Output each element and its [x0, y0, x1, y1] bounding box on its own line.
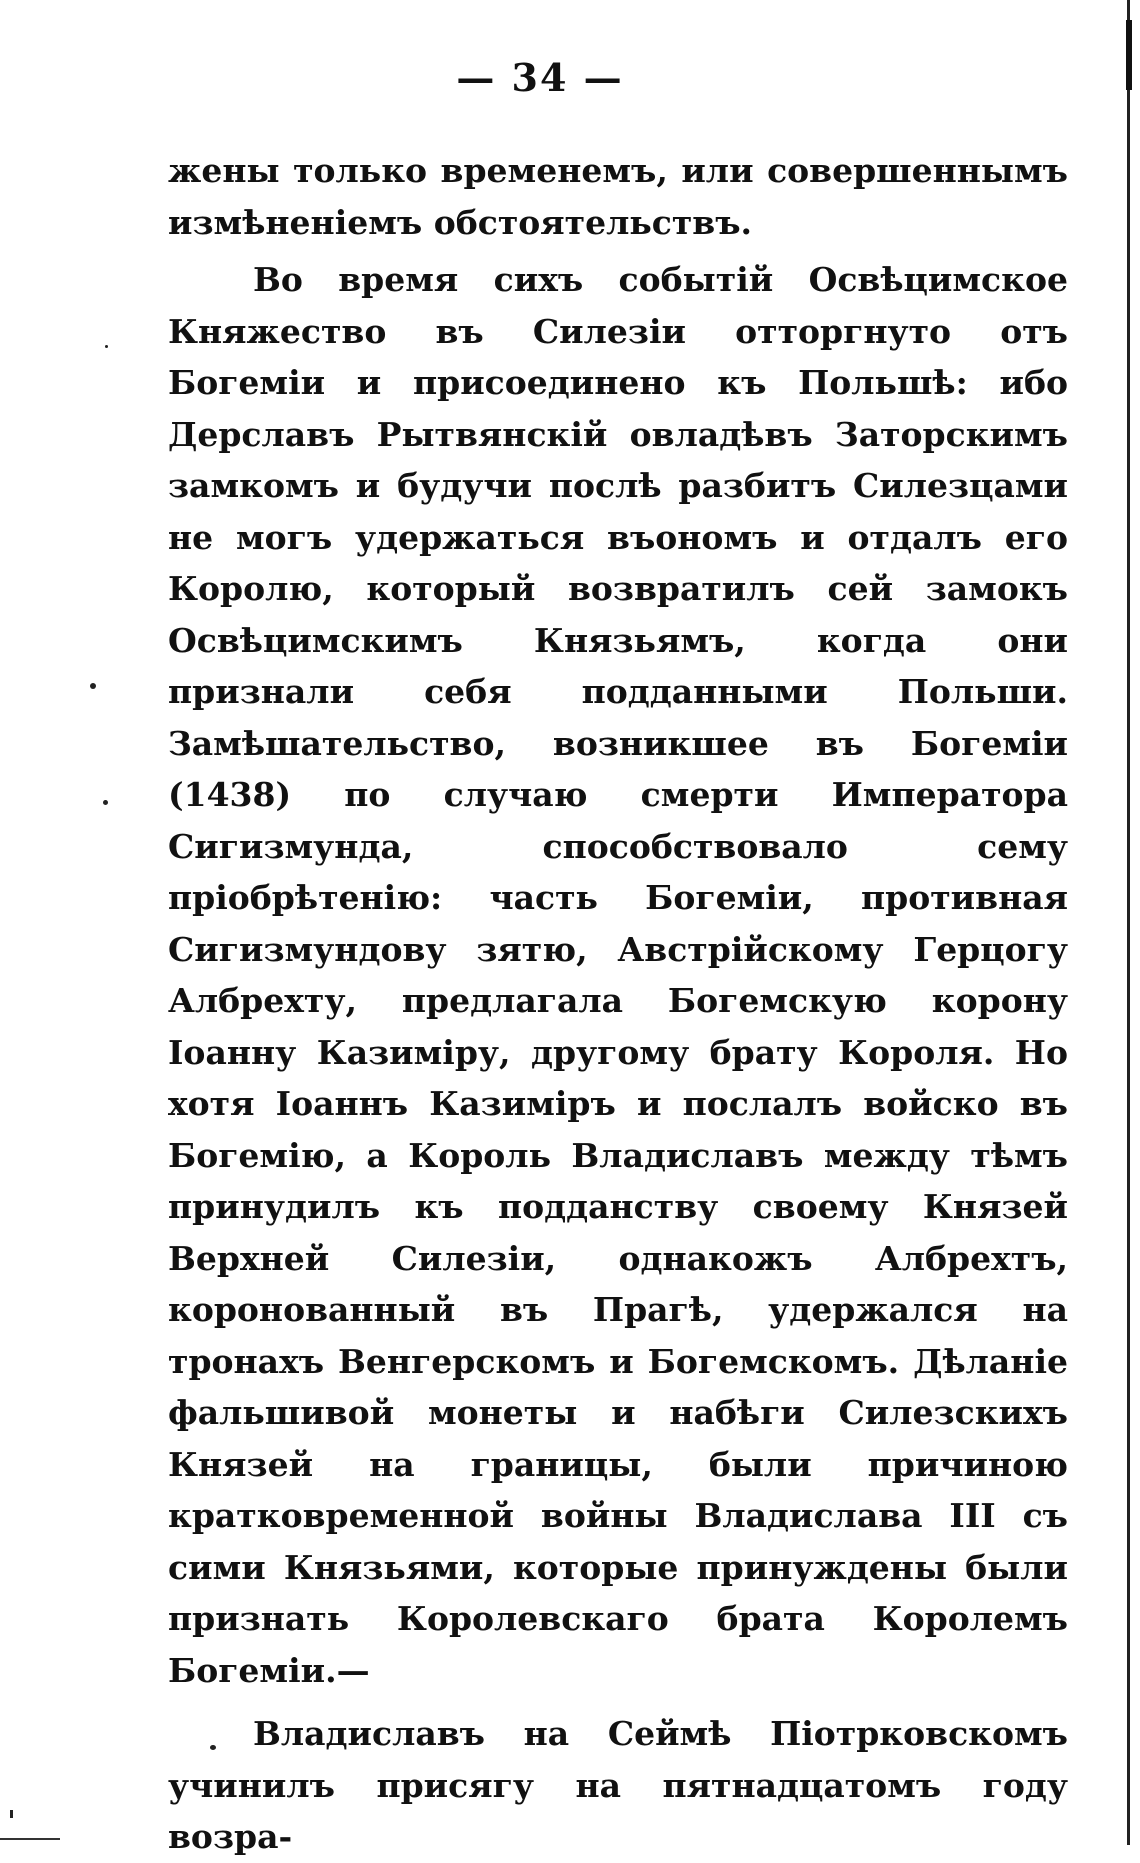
ink-speck — [210, 1745, 216, 1750]
page-edge-mark — [1126, 20, 1132, 90]
ink-speck — [10, 1810, 13, 1818]
page-edge-line — [1127, 0, 1130, 1845]
page-edge-bottom — [0, 1838, 60, 1840]
paragraph-continuation: жены только временемъ, или совершеннымъ измѣненіемъ обстоятельствъ. — [168, 151, 1068, 242]
paragraph-wladyslaw-oath: Владиславъ на Сеймѣ Піотрковскомъ учинилъ присягу на пятнадцатомъ году возра- — [168, 1714, 1068, 1856]
paragraph-oswiecim-duchy: Во время сихъ событій Освѣцимское Княжество въ Силезіи отторгнуто отъ Богеміи и присоединено къ Польшѣ: ибо Дерславъ Рытвянскій овладѣвъ Заторскимъ замкомъ и будучи послѣ разбитъ Силезцами не могъ удержаться въономъ и отдалъ его Королю, который возвратилъ сей замокъ Освѣцимскимъ Князьямъ, когда они признали себя подданными Польши. Замѣшательство, возникшее въ Богеміи (1438) по случаю смерти Императора Сигизмунда, способствовало сему пріобрѣтенію: часть Богеміи, противная Сигизмундову зятю, Австрійскому Герцогу Албрехту, предлагала Богемскую корону Іоанну Казиміру, другому брату Короля. Но хотя Іоаннъ Казиміръ и послалъ войско въ Богемію, а Король Владиславъ между тѣмъ принудилъ къ подданству своему Князей Верхней Силезіи, однакожъ Албрехтъ, коронованный въ Прагѣ, удержался на тронахъ Венгерскомъ и Богемскомъ. Дѣланіе фальшивой монеты и набѣги Силезскихъ Князей на границы, были причиною кратковременной войны Владислава III съ сими Князьями, которые принуждены были признать Королевскаго брата Королемъ Богеміи.— — [168, 260, 1068, 1690]
ink-speck — [103, 800, 108, 805]
page-number: — 34 — — [456, 55, 624, 100]
body-text — [168, 145, 1068, 1863]
ink-speck — [105, 345, 108, 348]
ink-speck — [90, 683, 96, 689]
